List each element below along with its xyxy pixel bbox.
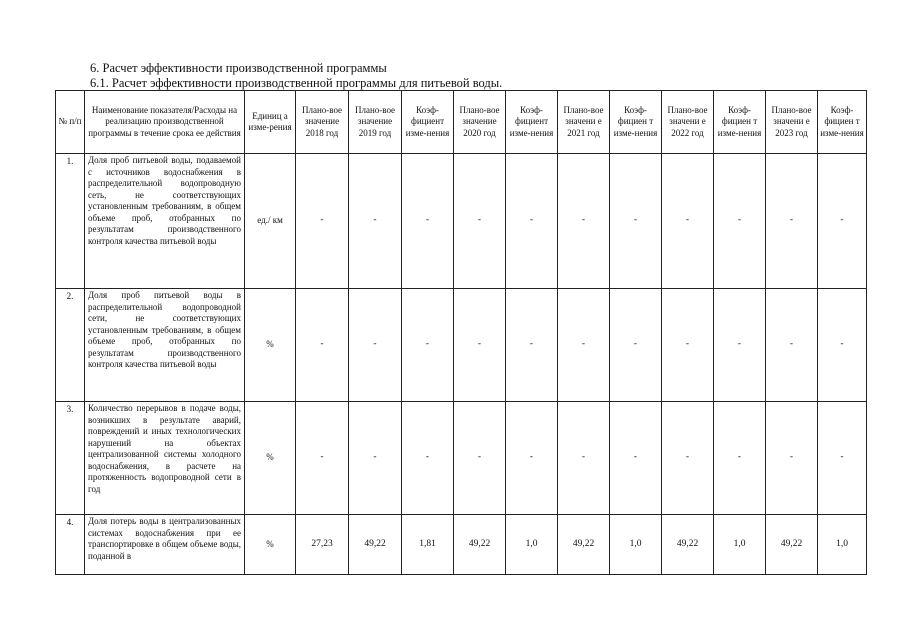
row-unit: % xyxy=(245,402,296,515)
row-unit: % xyxy=(245,289,296,402)
row-number: 1. xyxy=(56,154,85,289)
row-unit: % xyxy=(245,515,296,575)
col-header-name: Наименование показателя/Расходы на реализацию производственной программы в течение срока ее действия xyxy=(85,91,245,154)
cell-value: - xyxy=(296,289,349,402)
cell-value: 49,22 xyxy=(558,515,610,575)
cell-value: - xyxy=(454,402,506,515)
row-description: Доля проб питьевой воды в распределительной водопроводной сети, не соответствующих установленным требованиям, в общем объеме проб, отобранных по результатам производственного контроля качества питьевой воды xyxy=(85,289,245,402)
col-header-plan-2022: Плано-вое значени е 2022 год xyxy=(662,91,714,154)
cell-value: - xyxy=(766,154,818,289)
cell-value: 1,81 xyxy=(402,515,454,575)
cell-value: - xyxy=(558,289,610,402)
cell-value: - xyxy=(506,289,558,402)
col-header-num: № п/п xyxy=(56,91,85,154)
cell-value: - xyxy=(714,402,766,515)
cell-value: 1,0 xyxy=(506,515,558,575)
row-description: Доля потерь воды в централизованных системах водоснабжения при ее транспортировке в общем объеме воды, поданной в xyxy=(85,515,245,575)
cell-value: - xyxy=(766,289,818,402)
col-header-unit: Единиц а изме-рения xyxy=(245,91,296,154)
cell-value: - xyxy=(662,402,714,515)
cell-value: - xyxy=(402,154,454,289)
cell-value: - xyxy=(610,154,662,289)
col-header-coef-2023: Коэф-фициен т изме-нения xyxy=(818,91,867,154)
col-header-coef-2022: Коэф-фициен т изме-нения xyxy=(714,91,766,154)
cell-value: - xyxy=(818,289,867,402)
cell-value: - xyxy=(506,154,558,289)
cell-value: - xyxy=(714,154,766,289)
section-heading: 6. Расчет эффективности производственной программы xyxy=(90,61,387,75)
row-description: Количество перерывов в подаче воды, возникших в результате аварий, повреждений и иных технологических нарушений на объектах централизованной системы холодного водоснабжения, в расчете на протяженность водопроводной сети в год xyxy=(85,402,245,515)
col-header-plan-2021: Плано-вое значени е 2021 год xyxy=(558,91,610,154)
cell-value: - xyxy=(610,289,662,402)
subsection-heading: 6.1. Расчет эффективности производственной программы для питьевой воды. xyxy=(90,76,503,90)
row-description: Доля проб питьевой воды, подаваемой с источников водоснабжения в распределительной водопроводную сеть, не соответствующих установленным требованиям, в общем объеме проб, отобранных по результатам производственного контроля качества питьевой воды xyxy=(85,154,245,289)
cell-value: 1,0 xyxy=(714,515,766,575)
col-header-plan-2020: Плано-вое значение 2020 год xyxy=(454,91,506,154)
cell-value: - xyxy=(454,289,506,402)
row-number: 3. xyxy=(56,402,85,515)
cell-value: - xyxy=(454,154,506,289)
cell-value: 49,22 xyxy=(766,515,818,575)
cell-value: - xyxy=(296,402,349,515)
cell-value: - xyxy=(349,154,402,289)
cell-value: - xyxy=(349,402,402,515)
col-header-coef-2021: Коэф-фициен т изме-нения xyxy=(610,91,662,154)
cell-value: - xyxy=(714,289,766,402)
table-row xyxy=(56,289,867,402)
cell-value: 1,0 xyxy=(610,515,662,575)
col-header-plan-2018: Плано-вое значение 2018 год xyxy=(296,91,349,154)
cell-value: 49,22 xyxy=(454,515,506,575)
cell-value: - xyxy=(558,402,610,515)
cell-value: - xyxy=(558,154,610,289)
cell-value: 27,23 xyxy=(296,515,349,575)
header-row xyxy=(56,91,867,154)
col-header-plan-2019: Плано-вое значение 2019 год xyxy=(349,91,402,154)
cell-value: 49,22 xyxy=(349,515,402,575)
cell-value: - xyxy=(818,154,867,289)
col-header-plan-2023: Плано-вое значени е 2023 год xyxy=(766,91,818,154)
cell-value: - xyxy=(402,289,454,402)
table-row xyxy=(56,515,867,575)
row-number: 4. xyxy=(56,515,85,575)
cell-value: - xyxy=(766,402,818,515)
efficiency-table xyxy=(55,90,867,575)
cell-value: 1,0 xyxy=(818,515,867,575)
cell-value: - xyxy=(402,402,454,515)
cell-value: 49,22 xyxy=(662,515,714,575)
col-header-coef-2020: Коэф-фициент изме-нения xyxy=(506,91,558,154)
cell-value: - xyxy=(662,289,714,402)
cell-value: - xyxy=(506,402,558,515)
col-header-coef-2019: Коэф-фициент изме-нения xyxy=(402,91,454,154)
cell-value: - xyxy=(349,289,402,402)
table-row xyxy=(56,154,867,289)
row-number: 2. xyxy=(56,289,85,402)
cell-value: - xyxy=(610,402,662,515)
cell-value: - xyxy=(818,402,867,515)
cell-value: - xyxy=(662,154,714,289)
cell-value: - xyxy=(296,154,349,289)
table-row xyxy=(56,402,867,515)
row-unit: ед./ км xyxy=(245,154,296,289)
